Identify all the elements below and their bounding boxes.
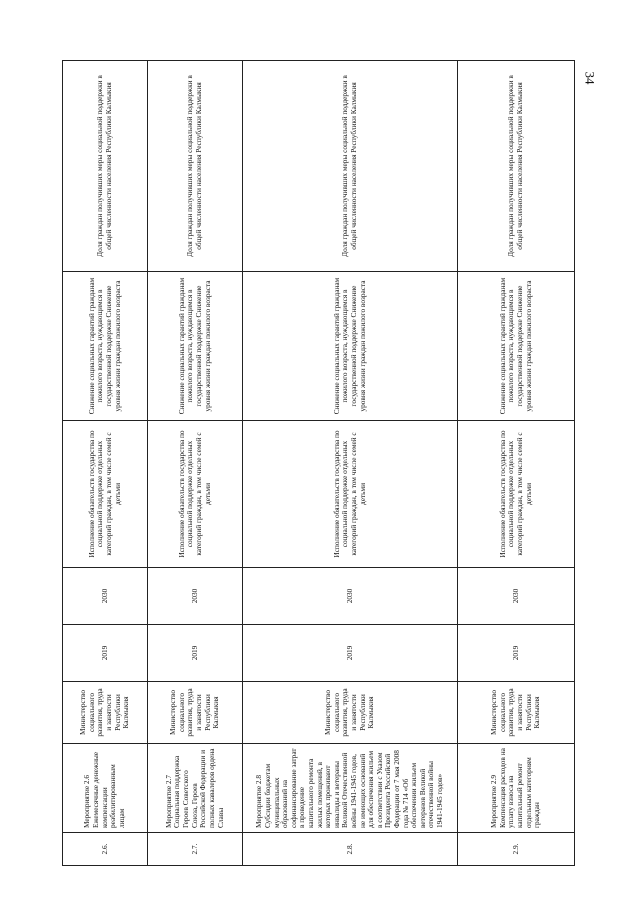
consequence-cell: Снижение социальных гарантий гражданам пожилого возраста, нуждающимся в государственной поддержке Снижение уровня жизни граждан пожилого возраста bbox=[458, 272, 575, 421]
table-row bbox=[148, 61, 243, 866]
result-cell: Исполнение обязательств государства по социальной поддержке отдельных категорий граждан, в том числе семей с детьми bbox=[243, 421, 458, 568]
end-year-cell: 2030 bbox=[148, 568, 243, 625]
executor-cell: Министерство социального развития, труда и занятости Республики Калмыкия bbox=[458, 682, 575, 744]
result-cell: Исполнение обязательств государства по социальной поддержке отдельных категорий граждан, в том числе семей с детьми bbox=[63, 421, 148, 568]
executor-cell: Министерство социального развития, труда и занятости Республики Калмыкия bbox=[243, 682, 458, 744]
end-year-cell: 2030 bbox=[458, 568, 575, 625]
indicator-cell: Доля граждан получивших меры социальной поддержки в общей численности населения Республики Калмыкия bbox=[63, 61, 148, 272]
indicator-cell: Доля граждан получивших меры социальной поддержки в общей численности населения Республики Калмыкия bbox=[243, 61, 458, 272]
page-number: 34 bbox=[582, 71, 598, 85]
end-year-cell: 2030 bbox=[63, 568, 148, 625]
result-cell: Исполнение обязательств государства по социальной поддержке отдельных категорий граждан, в том числе семей с детьми bbox=[148, 421, 243, 568]
row-number: 2.6. bbox=[63, 833, 148, 866]
consequence-cell: Снижение социальных гарантий гражданам пожилого возраста, нуждающимся в государственной поддержке Снижение уровня жизни граждан пожилого возраста bbox=[243, 272, 458, 421]
measure-cell: Мероприятие 2.7 Социальная поддержка Героев Советского Союза, Героев Российской Федерации и полных кавалеров ордена Славы bbox=[148, 744, 243, 833]
consequence-cell: Снижение социальных гарантий гражданам пожилого возраста, нуждающимся в государственной поддержке Снижение уровня жизни граждан пожилого возраста bbox=[63, 272, 148, 421]
row-number: 2.9. bbox=[458, 833, 575, 866]
measures-table-container bbox=[62, 61, 574, 866]
start-year-cell: 2019 bbox=[63, 625, 148, 682]
measures-table bbox=[62, 60, 575, 866]
table-row bbox=[458, 61, 575, 866]
row-number: 2.8. bbox=[243, 833, 458, 866]
start-year-cell: 2019 bbox=[458, 625, 575, 682]
row-number: 2.7. bbox=[148, 833, 243, 866]
indicator-cell: Доля граждан получивших меры социальной поддержки в общей численности населения Республики Калмыкия bbox=[148, 61, 243, 272]
measure-cell: Мероприятие 2.9 Компенсация расходов на уплату взноса на капитальный ремонт отдельным категориям граждан bbox=[458, 744, 575, 833]
start-year-cell: 2019 bbox=[243, 625, 458, 682]
start-year-cell: 2019 bbox=[148, 625, 243, 682]
executor-cell: Министерство социального развития, труда и занятости Республики Калмыкия bbox=[63, 682, 148, 744]
result-cell: Исполнение обязательств государства по социальной поддержке отдельных категорий граждан, в том числе семей с детьми bbox=[458, 421, 575, 568]
executor-cell: Министерство социального развития, труда и занятости Республики Калмыкия bbox=[148, 682, 243, 744]
indicator-cell: Доля граждан получивших меры социальной поддержки в общей численности населения Республики Калмыкия bbox=[458, 61, 575, 272]
end-year-cell: 2030 bbox=[243, 568, 458, 625]
measure-cell: Мероприятие 2.8 Субсидии бюджетам муниципальных образований на софинансирование затрат в проведение капитального ремонта жилых помещений, в которых проживают инвалиды и ветераны Великой Отечественной войны 1941-1945 годов, не имеющих оснований для обеспечения жильем в соответствии с Указом Президента Российской Федерации от 7 мая 2008 года № 714 «Об обеспечении жильем ветеранов Великой отечественной войны 1941-1945 годов» bbox=[243, 744, 458, 833]
consequence-cell: Снижение социальных гарантий гражданам пожилого возраста, нуждающимся в государственной поддержке Снижение уровня жизни граждан пожилого возраста bbox=[148, 272, 243, 421]
table-row bbox=[63, 61, 148, 866]
table-row bbox=[243, 61, 458, 866]
measure-cell: Мероприятие 2.6 Ежемесячные денежные компенсации реабилитированным лицам bbox=[63, 744, 148, 833]
